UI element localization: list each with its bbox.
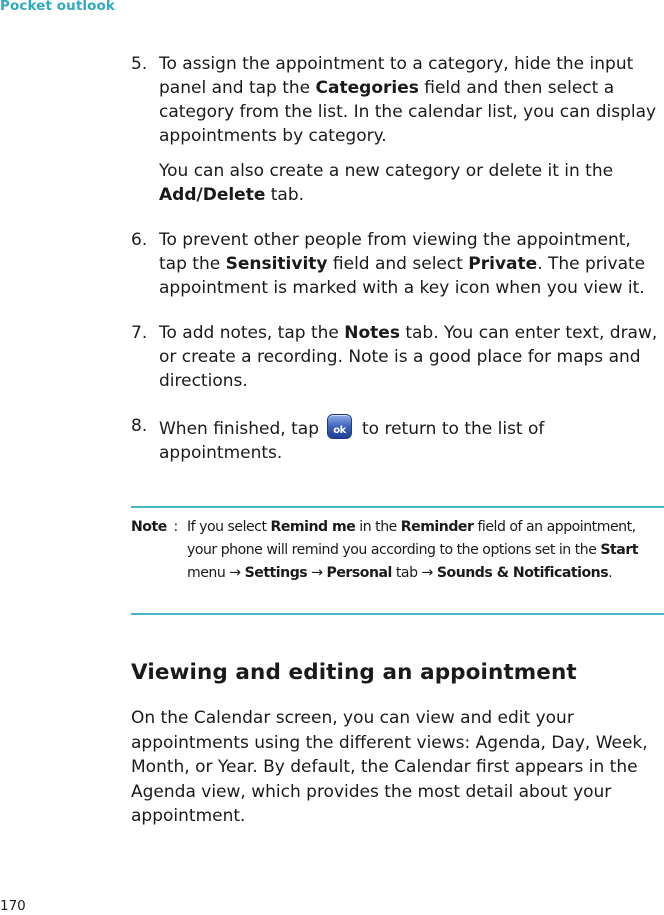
- step-number: 7.: [131, 323, 148, 343]
- text-run: . The private appointment is marked with a key icon when you view it.: [159, 254, 646, 298]
- ok-button-icon: [327, 414, 352, 439]
- step-subtext: [159, 159, 664, 207]
- text-run: in the: [355, 518, 401, 535]
- tab-name-personal: Personal: [326, 564, 392, 581]
- text-run: tab. You can enter text, draw, or create a recording. Note is a good place for maps and directions.: [159, 323, 658, 391]
- text-run: You can also create a new category or delete it in the: [159, 161, 614, 181]
- step-8: [131, 414, 664, 465]
- text-run: field and select: [327, 254, 469, 274]
- step-text: [159, 228, 664, 300]
- page-header: [0, 0, 160, 20]
- text-run: .: [608, 564, 613, 581]
- field-name-sensitivity: Sensitivity: [225, 254, 328, 274]
- text-run: field and then select a category from the list. In the calendar list, you can display appointments by category.: [159, 78, 657, 146]
- text-run: menu →: [186, 564, 245, 581]
- step-number: 8.: [131, 416, 148, 436]
- text-run: tab →: [391, 564, 437, 581]
- header-title: Pocket outlook: [0, 0, 115, 14]
- step-7: [131, 321, 664, 393]
- steps-list: [131, 52, 664, 465]
- item-sounds-notifications: Sounds & Notifications: [436, 564, 609, 581]
- step-number: 5.: [131, 54, 148, 74]
- tab-name-notes: Notes: [344, 323, 400, 343]
- text-run: If you select: [186, 518, 271, 535]
- note-colon: :: [173, 518, 178, 535]
- page-number: 170: [0, 898, 26, 914]
- note-top-rule: [131, 506, 664, 508]
- tab-name-add-delete: Add/Delete: [159, 185, 266, 205]
- note-bottom-rule: [131, 613, 664, 615]
- step-6: [131, 228, 664, 300]
- text-run: To add notes, tap the: [159, 323, 345, 343]
- option-private: Private: [468, 254, 538, 274]
- text-run: to return to the list of appointments.: [159, 419, 545, 463]
- step-text: [159, 414, 664, 465]
- text-run: field of an appointment, your phone will remind you according to the options set in the: [186, 518, 636, 558]
- text-run: When finished, tap: [159, 419, 319, 439]
- step-text: [159, 52, 664, 148]
- step-number: 6.: [131, 230, 148, 250]
- field-name-categories: Categories: [315, 78, 419, 98]
- note-box: [131, 515, 664, 584]
- step-5: [131, 52, 664, 207]
- menu-item-settings: Settings: [244, 564, 308, 581]
- field-name-reminder: Reminder: [400, 518, 474, 535]
- text-run: tab.: [265, 185, 305, 205]
- text-run: To prevent other people from viewing the appointment, tap the: [159, 230, 631, 274]
- section-heading: Viewing and editing an appointment: [131, 660, 577, 685]
- ok-icon-label: ok: [333, 425, 346, 436]
- option-remind-me: Remind me: [270, 518, 356, 535]
- section-paragraph: On the Calendar screen, you can view and edit your appointments using the different views: Agenda, Day, Week, Month, or Year. By default, the Calendar first appears in the Agenda view, which provides the most detail about your appointment.: [131, 708, 648, 826]
- note-body: [187, 515, 664, 584]
- step-text: [159, 321, 664, 393]
- note-label: Note: [131, 518, 167, 535]
- text-run: →: [307, 564, 327, 581]
- menu-name-start: Start: [600, 541, 639, 558]
- text-run: To assign the appointment to a category, hide the input panel and tap the: [159, 54, 634, 98]
